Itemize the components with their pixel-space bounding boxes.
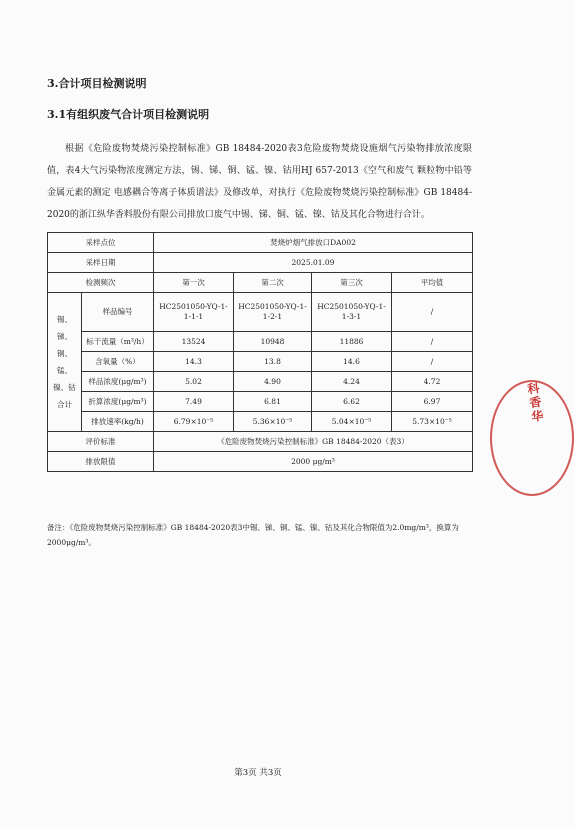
group-label <box>48 293 82 432</box>
table-cell: 6.97 <box>392 392 473 412</box>
limit-label: 排放限值 <box>48 452 154 472</box>
subsection-heading: 3.1有组织废气合计项目检测说明 <box>47 108 210 121</box>
table-cell: 14.3 <box>154 352 234 372</box>
table-cell: 14.6 <box>312 352 392 372</box>
table-note: 备注：《危险废物焚烧污染控制标准》GB 18484-2020表3中锡、锑、铜、锰、镍、钴及其化合物限值为2.0mg/m³，换算为2000μg/m³。 <box>47 523 459 547</box>
table-cell: 5.02 <box>154 372 234 392</box>
table-cell: 4.90 <box>234 372 312 392</box>
results-table <box>47 232 473 472</box>
description-paragraph: 根据《危险废物焚烧污染控制标准》GB 18484-2020表3危险废物焚烧设施烟气污染物排放浓度限值，表4大气污染物浓度测定方法，锡、锑、铜、锰、镍、钴用HJ 657-2013《空气和废气 颗粒物中铅等金属元素的测定 电感耦合等离子体质谱法》及修改单，对执行《危险废物焚烧污染控制标准》GB 18484-2020的浙江纵华香料股份有限公司排放口废气中锡、锑、铜、锰、镍、钴及其化合物进行合计。 <box>47 144 472 220</box>
table-row <box>48 372 473 392</box>
table-cell: 10948 <box>234 332 312 352</box>
row-label: 样品编号 <box>82 293 154 332</box>
company-seal <box>470 378 545 498</box>
row-label: 含氧量（%） <box>82 352 154 372</box>
table-cell: HC2501050-YQ-1-1-2-1 <box>234 293 312 332</box>
row-label: 标干流量（m³/h） <box>82 332 154 352</box>
limit-row <box>48 452 473 472</box>
table-row <box>48 392 473 412</box>
table-cell: 4.72 <box>392 372 473 392</box>
column-header: 第一次 <box>154 273 234 293</box>
standard-row <box>48 432 473 452</box>
table-row <box>48 412 473 432</box>
sample-date-value: 2025.01.09 <box>154 253 473 273</box>
column-header: 第三次 <box>312 273 392 293</box>
table-cell: HC2501050-YQ-1-1-3-1 <box>312 293 392 332</box>
table-cell: 5.04×10⁻⁵ <box>312 412 392 432</box>
page-footer: 第3页 共3页 <box>234 768 282 778</box>
table-cell: HC2501050-YQ-1-1-1-1 <box>154 293 234 332</box>
seal-text: 科香华 <box>525 381 545 425</box>
table-cell: 6.81 <box>234 392 312 412</box>
table-cell: 5.73×10⁻⁵ <box>392 412 473 432</box>
sample-point-row <box>48 233 473 253</box>
standard-label: 评价标准 <box>48 432 154 452</box>
table-cell: 6.79×10⁻⁵ <box>154 412 234 432</box>
row-label: 样品浓度(μg/m³) <box>82 372 154 392</box>
table-cell: 11886 <box>312 332 392 352</box>
table-cell: / <box>392 352 473 372</box>
sample-date-row <box>48 253 473 273</box>
standard-value: 《危险废物焚烧污染控制标准》GB 18484-2020（表3） <box>154 432 473 452</box>
table-row <box>48 293 473 332</box>
table-cell: / <box>392 332 473 352</box>
table-cell: 13.8 <box>234 352 312 372</box>
table-cell: 4.24 <box>312 372 392 392</box>
table-cell: / <box>392 293 473 332</box>
column-header: 第二次 <box>234 273 312 293</box>
limit-value: 2000 μg/m³ <box>154 452 473 472</box>
table-cell: 6.62 <box>312 392 392 412</box>
sample-point-value: 焚烧炉烟气排放口DA002 <box>154 233 473 253</box>
frequency-label: 检测频次 <box>48 273 154 293</box>
table-cell: 7.49 <box>154 392 234 412</box>
row-label: 排放速率(kg/h) <box>82 412 154 432</box>
frequency-row <box>48 273 473 293</box>
sample-point-label: 采样点位 <box>48 233 154 253</box>
table-row <box>48 352 473 372</box>
section-heading: 3.合计项目检测说明 <box>47 77 147 90</box>
table-cell: 5.36×10⁻⁵ <box>234 412 312 432</box>
table-cell: 13524 <box>154 332 234 352</box>
group-label-text: 锡、锑、铜、锰、镍、钴合计 <box>53 315 76 409</box>
column-header: 平均值 <box>392 273 473 293</box>
row-label: 折算浓度(μg/m³) <box>82 392 154 412</box>
table-row <box>48 332 473 352</box>
sample-date-label: 采样日期 <box>48 253 154 273</box>
